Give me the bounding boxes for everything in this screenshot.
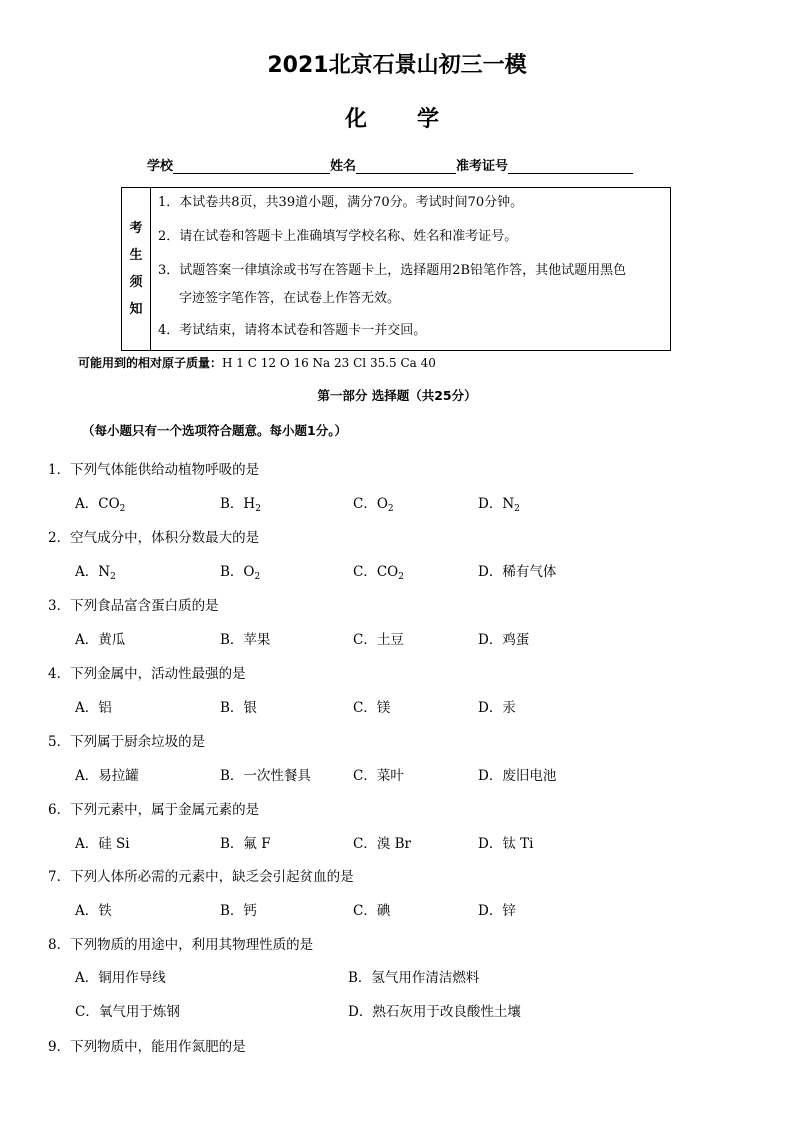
answer-option[interactable] [220,696,257,716]
notice-item: 4．考试结束，请将本试卷和答题卡一并交回。 [158,323,427,338]
answer-option[interactable] [353,696,390,716]
notice-side-char: 须 [129,275,143,290]
option-text: A．铜用作导线 [75,970,166,986]
subject-char-2: 学 [417,107,450,132]
notice-side-label [122,188,151,350]
option-text: C．碘 [353,903,391,919]
option-text: C．溴 Br [353,836,411,852]
question-stem: 4．下列金属中，活动性最强的是 [48,666,246,682]
option-text: B．苹果 [220,632,271,648]
option-text: B．氢气用作清洁燃料 [348,970,480,986]
name-label: 姓名 [330,159,357,174]
answer-option[interactable] [75,696,112,716]
student-info-line [147,155,633,174]
answer-option[interactable] [220,560,260,582]
answer-option[interactable] [478,560,556,580]
atomic-masses-values: H 1 C 12 O 16 Na 23 Cl 35.5 Ca 40 [222,356,436,370]
question-stem: 8．下列物质的用途中，利用其物理性质的是 [48,937,314,953]
answer-option[interactable] [75,628,125,648]
answer-option[interactable] [75,764,139,784]
notice-item: 1．本试卷共8页，共39道小题，满分70分。考试时间70分钟。 [158,195,524,210]
atomic-masses-label: 可能用到的相对原子质量： [78,356,223,370]
option-text: D．汞 [478,700,516,716]
exam-notice-box [121,187,671,351]
answer-option[interactable] [478,492,520,514]
question-stem: 2．空气成分中，体积分数最大的是 [48,530,260,546]
answer-option[interactable] [75,832,130,852]
answer-option[interactable] [353,832,411,852]
answer-option[interactable] [478,832,533,852]
option-subscript: 2 [254,572,261,582]
exam-id-blank[interactable] [508,159,633,174]
question-stem: 7．下列人体所必需的元素中，缺乏会引起贫血的是 [48,869,354,885]
option-text: A．铁 [75,903,112,919]
notice-side-char: 知 [129,302,143,317]
option-text: C．镁 [353,700,391,716]
answer-option[interactable] [353,492,394,514]
option-text: C．O [353,496,388,512]
section-instruction: （每小题只有一个选项符合题意。每小题1分。） [82,423,347,438]
option-text: D．稀有气体 [478,564,557,580]
notice-item: 3．试题答案一律填涂或书写在答题卡上，选择题用2B铅笔作答，其他试题用黑色 [158,263,627,278]
answer-option[interactable] [220,492,261,514]
option-subscript: 2 [110,572,116,582]
answer-option[interactable] [75,899,112,919]
answer-option[interactable] [478,899,516,919]
option-subscript: 2 [398,572,404,582]
option-text: D．锌 [478,903,516,919]
answer-option[interactable] [478,764,556,784]
option-text: D．钛 Ti [478,836,534,852]
option-text: D．鸡蛋 [478,632,530,648]
subject-char-1: 化 [344,107,377,132]
exam-title: 2021北京石景山初三一模 [267,53,527,78]
question-stem: 3．下列食品富含蛋白质的是 [48,598,219,614]
option-text: A．N [75,564,111,580]
answer-option[interactable] [353,764,404,784]
option-text: C．菜叶 [353,768,404,784]
option-text: C．氧气用于炼钢 [75,1004,180,1020]
exam-id-label: 准考证号 [456,159,509,174]
answer-option[interactable] [75,966,166,986]
answer-option[interactable] [220,832,271,852]
name-blank[interactable] [356,159,456,174]
option-text: D．N [478,496,515,512]
option-text: A．铝 [75,700,112,716]
answer-option[interactable] [353,560,404,582]
answer-option[interactable] [75,1000,180,1020]
answer-option[interactable] [353,628,404,648]
answer-option[interactable] [75,560,116,582]
option-subscript: 2 [514,504,520,514]
answer-option[interactable] [220,764,311,784]
option-subscript: 2 [255,504,261,514]
notice-item: 字迹签字笔作答，在试卷上作答无效。 [179,291,401,306]
option-text: C．土豆 [353,632,404,648]
option-text: B．O [220,564,255,580]
subject-title [0,102,794,133]
answer-option[interactable] [348,966,479,986]
question-stem: 9．下列物质中，能用作氮肥的是 [48,1039,246,1055]
answer-option[interactable] [478,628,529,648]
question-stem: 1．下列气体能供给动植物呼吸的是 [48,462,260,478]
answer-option[interactable] [478,696,516,716]
option-text: D．废旧电池 [478,768,557,784]
school-blank[interactable] [173,159,330,174]
notice-side-char: 考 [129,221,143,236]
answer-option[interactable] [348,1000,521,1020]
answer-option[interactable] [220,628,270,648]
option-text: C．CO [353,564,399,580]
option-subscript: 2 [387,504,394,514]
question-stem: 6．下列元素中，属于金属元素的是 [48,802,260,818]
answer-option[interactable] [220,899,257,919]
notice-side-char: 生 [129,248,143,263]
notice-item: 2．请在试卷和答题卡上准确填写学校名称、姓名和准考证号。 [158,229,518,244]
option-text: B．氟 F [220,836,271,852]
question-stem: 5．下列属于厨余垃圾的是 [48,734,206,750]
atomic-masses [78,354,436,371]
option-text: A．硅 Si [75,836,130,852]
option-text: B．银 [220,700,257,716]
section-title: 第一部分 选择题（共25分） [317,388,477,403]
school-label: 学校 [147,159,174,174]
answer-option[interactable] [75,492,125,514]
option-text: A．易拉罐 [75,768,139,784]
option-text: D．熟石灰用于改良酸性土壤 [348,1004,521,1020]
option-text: A．CO [75,496,120,512]
option-subscript: 2 [119,504,126,514]
option-text: B．H [220,496,256,512]
option-text: A．黄瓜 [75,632,126,648]
answer-option[interactable] [353,899,390,919]
option-text: B．钙 [220,903,257,919]
option-text: B．一次性餐具 [220,768,311,784]
